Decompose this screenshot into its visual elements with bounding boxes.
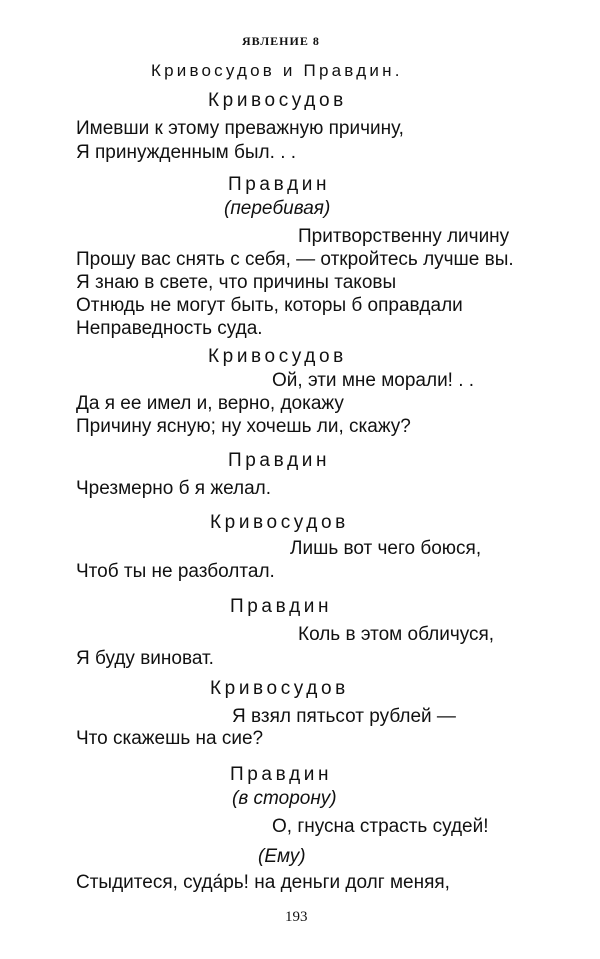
verse-line: Я знаю в свете, что причины таковы xyxy=(76,272,397,293)
verse-line: Прошу вас снять с себя, — откройтесь лучше вы. xyxy=(76,249,514,270)
verse-line: Что скажешь на сие? xyxy=(76,728,264,749)
verse-line: Стыдитеся, суда́рь! на деньги долг меняя, xyxy=(76,872,450,893)
speaker-name: Кривосудов xyxy=(210,678,349,699)
verse-line: Притворственну личину xyxy=(298,226,510,247)
speaker-name: Правдин xyxy=(230,764,333,785)
speaker-name: Кривосудов xyxy=(208,90,347,111)
verse-line: Чрезмерно б я желал. xyxy=(76,478,272,499)
characters-line: Кривосудов и Правдин. xyxy=(151,61,403,80)
speaker-name: Кривосудов xyxy=(208,346,347,367)
verse-line: Я принужденным был. . . xyxy=(76,142,297,163)
page-number: 193 xyxy=(285,909,308,925)
stage-direction: (перебивая) xyxy=(224,198,331,219)
stage-direction: (Ему) xyxy=(258,846,306,867)
speaker-name: Правдин xyxy=(228,450,331,471)
speaker-name: Правдин xyxy=(228,174,331,195)
verse-line: Я взял пятьсот рублей — xyxy=(232,706,456,727)
verse-line: Имевши к этому преважную причину, xyxy=(76,118,404,139)
verse-line: О, гнусна страсть судей! xyxy=(272,816,489,837)
speaker-name: Правдин xyxy=(230,596,333,617)
scene-heading: ЯВЛЕНИЕ 8 xyxy=(242,34,320,48)
verse-line: Я буду виноват. xyxy=(76,648,214,669)
verse-line: Неправедность суда. xyxy=(76,318,263,339)
verse-line: Причину ясную; ну хочешь ли, скажу? xyxy=(76,416,411,437)
verse-line: Коль в этом обличуся, xyxy=(298,624,495,645)
stage-direction: (в сторону) xyxy=(232,788,337,809)
verse-line: Лишь вот чего боюся, xyxy=(290,538,482,559)
verse-line: Да я ее имел и, верно, докажу xyxy=(76,393,344,414)
verse-line: Ой, эти мне морали! . . xyxy=(272,370,475,391)
verse-line: Чтоб ты не разболтал. xyxy=(76,561,275,582)
speaker-name: Кривосудов xyxy=(210,512,349,533)
verse-line: Отнюдь не могут быть, которы б оправдали xyxy=(76,295,463,316)
